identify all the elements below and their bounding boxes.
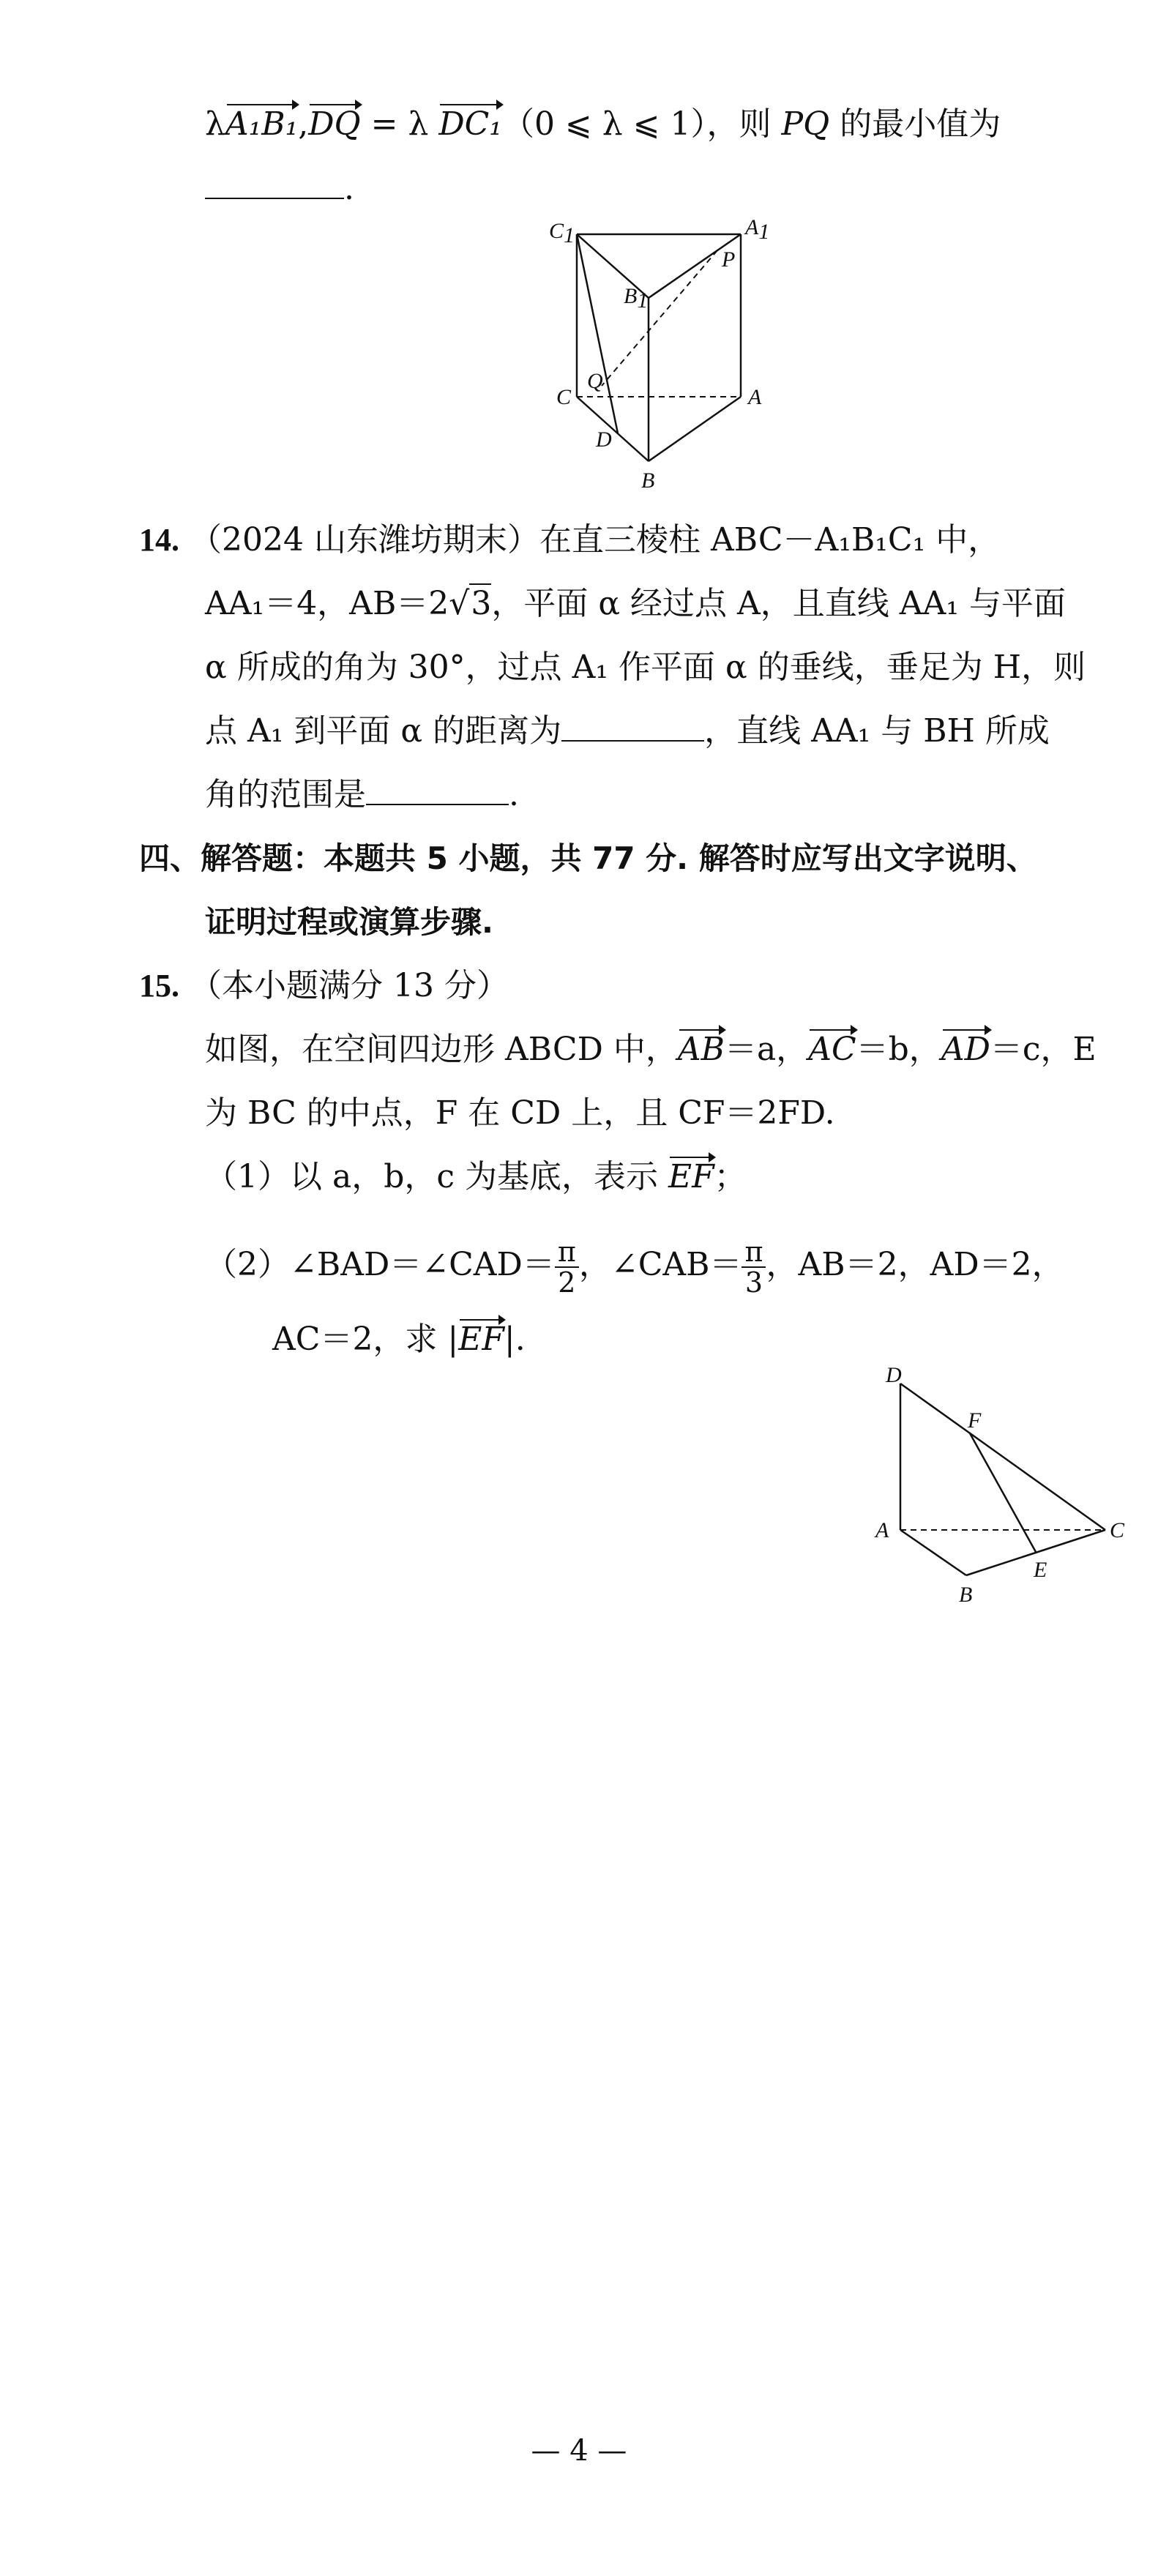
q14-text2b: ，平面 α 经过点 A，且直线 AA₁ 与平面	[491, 585, 1066, 622]
comma: ,	[298, 105, 309, 143]
label-c: C	[556, 385, 572, 409]
vector-a1b1: A₁B₁	[225, 102, 298, 146]
q15-number: 15.	[139, 968, 179, 1004]
fraction-pi-over-3	[742, 1237, 766, 1297]
q15-score: （本小题满分 13 分）	[190, 967, 509, 1004]
q14-text3: α 所成的角为 30°，过点 A₁ 作平面 α 的垂线，垂足为 H，则	[205, 649, 1086, 686]
eq-a: ＝a，	[724, 1031, 809, 1068]
sqrt-value: 3	[471, 585, 492, 622]
label-a: A	[748, 385, 762, 409]
label-b: B	[641, 468, 655, 493]
q13-line2	[205, 167, 354, 211]
q14-line1	[139, 518, 1000, 562]
condition: （0 ⩽ λ ⩽ 1），则	[501, 105, 772, 143]
section-heading-line2	[205, 900, 493, 944]
q14-text1: （2024 山东潍坊期末）在直三棱柱 ABC－A₁B₁C₁ 中，	[190, 521, 1001, 559]
vector-ab: AB	[678, 1028, 725, 1072]
q14-line5	[205, 773, 519, 817]
q15-part2-text-a: （2）∠BAD＝∠CAD＝	[205, 1246, 555, 1283]
q15-text1a: 如图，在空间四边形 ABCD 中，	[205, 1031, 678, 1068]
q15-line0	[139, 964, 509, 1008]
eq-c: ＝c，E	[990, 1031, 1097, 1068]
q13-tail: 的最小值为	[840, 105, 1001, 143]
label-c: C	[1110, 1518, 1125, 1542]
label-d: D	[886, 1363, 902, 1387]
section-heading-line1	[139, 837, 1037, 881]
vector-ad: AD	[941, 1028, 990, 1072]
q14-text5a: 角的范围是	[205, 776, 366, 813]
frac-num: π	[742, 1237, 766, 1268]
q13-line1	[205, 102, 1001, 146]
fraction-pi-over-2	[555, 1237, 579, 1297]
q14-line4	[205, 709, 1050, 753]
section-text2: 证明过程或演算步骤.	[205, 904, 493, 940]
label-c1: C1	[549, 219, 575, 247]
answer-blank[interactable]	[205, 168, 344, 199]
q15-line2	[205, 1091, 835, 1135]
q14-line3	[205, 646, 1086, 690]
q15-part1	[205, 1155, 747, 1199]
pq-label: PQ	[781, 105, 830, 143]
label-f: F	[968, 1408, 982, 1433]
quadrilateral-figure	[842, 1354, 1149, 1640]
vector-ac: AC	[808, 1028, 856, 1072]
q14-line2: AA₁＝4，AB＝2√3，平面 α 经过点 A，且直线 AA₁ 与平面	[205, 585, 1066, 622]
page-number: — 4 —	[531, 2434, 627, 2468]
eq-b: ＝b，	[856, 1031, 941, 1068]
frac-den: 2	[558, 1266, 576, 1299]
period: .	[344, 170, 354, 207]
q14-number: 14.	[139, 522, 179, 558]
label-b: B	[959, 1583, 973, 1607]
frac-num: π	[555, 1237, 579, 1268]
lambda: λ	[205, 105, 225, 143]
q15-part2-text-e: |.	[504, 1321, 526, 1358]
answer-blank-angle[interactable]	[366, 774, 509, 805]
label-b1: B1	[624, 284, 649, 313]
equals: = λ	[360, 105, 439, 143]
label-a1: A1	[745, 215, 770, 244]
frac-den: 3	[744, 1266, 763, 1299]
vector-ef-abs: EF	[458, 1318, 504, 1362]
semicolon: ；	[714, 1158, 747, 1195]
answer-blank-distance[interactable]	[561, 711, 704, 742]
q15-part2-line2	[272, 1318, 526, 1362]
q14-text4b: ，直线 AA₁ 与 BH 所成	[704, 712, 1050, 750]
q15-part2-text-c: ，AB＝2，AD＝2，	[766, 1246, 1064, 1283]
label-d: D	[596, 428, 612, 452]
label-a: A	[875, 1518, 889, 1542]
q14-text5b: .	[509, 776, 519, 813]
label-q: Q	[587, 369, 603, 393]
q15-part1-text: （1）以 a，b，c 为基底，表示	[205, 1158, 659, 1195]
q15-line1	[205, 1028, 1097, 1072]
q15-part2	[205, 1230, 1064, 1300]
vector-dc1: DC₁	[438, 102, 502, 146]
q15-part2-text-d: AC＝2，求 |	[272, 1321, 459, 1358]
label-p: P	[722, 247, 736, 272]
section-text1: 四、解答题：本题共 5 小题，共 77 分. 解答时应写出文字说明、	[139, 840, 1037, 876]
q15-part2-text-b: ，∠CAB＝	[578, 1246, 742, 1283]
vector-dq: DQ	[308, 102, 360, 146]
q15-text2: 为 BC 的中点，F 在 CD 上，且 CF＝2FD.	[205, 1094, 835, 1132]
q14-text2a: AA₁＝4，AB＝2	[205, 585, 449, 622]
vector-ef: EF	[668, 1155, 714, 1199]
label-e: E	[1034, 1558, 1047, 1582]
prism-figure	[542, 212, 791, 498]
q14-text4a: 点 A₁ 到平面 α 的距离为	[205, 712, 562, 750]
